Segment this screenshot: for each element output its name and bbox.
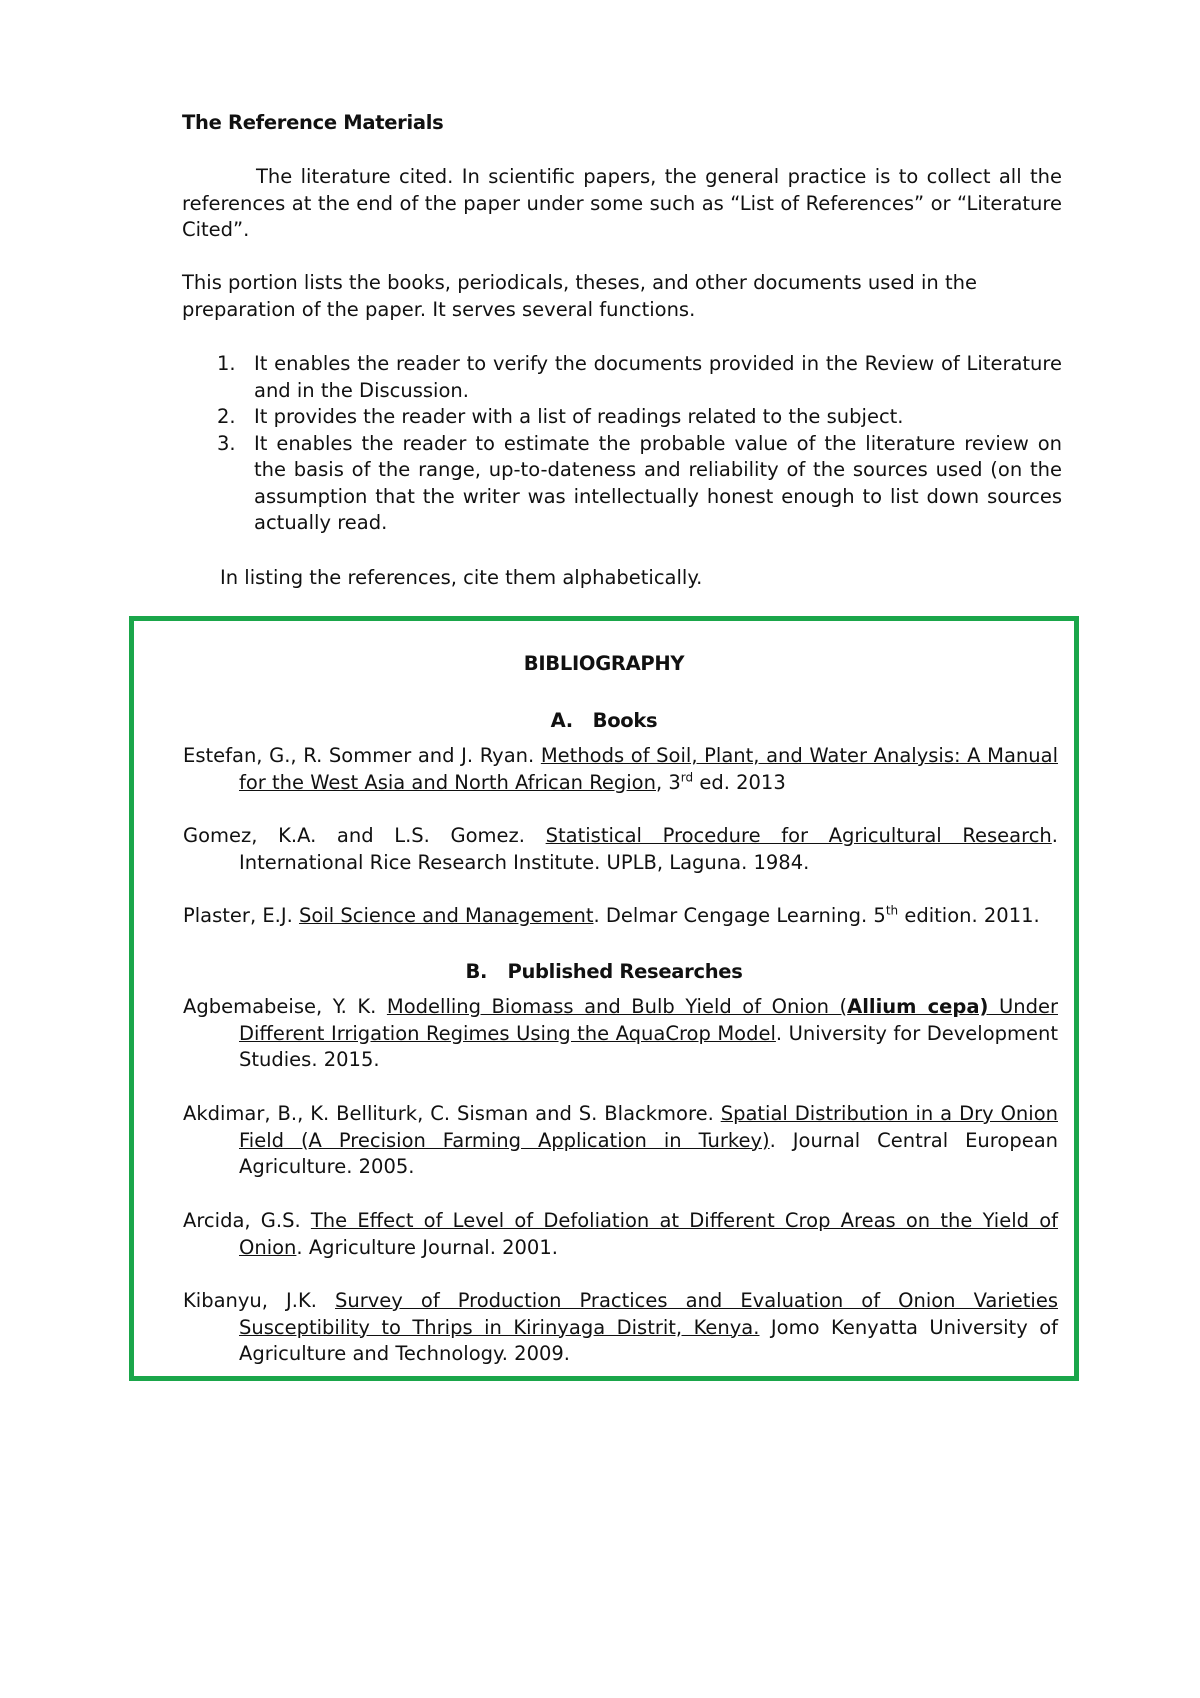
entry-title: Survey of Production Practices and Evaluation of Onion Varieties Susceptibility to Thrips in Kirinyaga Distrit, Kenya. [239, 1289, 1058, 1339]
bibliography-entry [183, 1208, 1058, 1261]
entry-title-rest: Under Different Irrigation Regimes Using the AquaCrop Model [239, 995, 1058, 1045]
list-text: It provides the reader with a list of readings related to the subject. [254, 405, 904, 428]
entry-publication: . Delmar Cengage Learning. 5 [593, 904, 886, 927]
bibliography-title: BIBLIOGRAPHY [523, 652, 685, 675]
bibliography-entry [183, 1288, 1058, 1368]
list-item [182, 404, 1062, 431]
list-number: 1. [217, 352, 236, 375]
entry-author: Agbemabeise, Y. K. [183, 995, 387, 1018]
functions-paragraph: This portion lists the books, periodicals, theses, and other documents used in the preparation of the paper. It serves several functions. [182, 271, 977, 321]
list-text: It enables the reader to estimate the probable value of the literature review on the basis of the range, up-to-dateness and reliability of the sources used (on the assumption that the writer was intellectually honest enough to list down sources actually read. [254, 431, 1062, 534]
bibliography-box [129, 616, 1079, 1381]
researches-heading [134, 959, 1074, 986]
functions-list [182, 351, 1062, 537]
section-name: Published Researches [507, 960, 743, 983]
entry-title: Modelling Biomass and Bulb Yield of Onion ( [386, 995, 848, 1018]
bibliography-entry [183, 994, 1058, 1074]
section-letter: B. [465, 960, 488, 983]
list-number: 3. [217, 431, 236, 455]
bibliography-entry [183, 823, 1058, 876]
entry-title: Spatial Distribution in a Dry Onion Field (A Precision Farming Application in Turkey) [239, 1102, 1058, 1152]
entry-publication: Jomo Kenyatta University of Agriculture and Technology. 2009. [239, 1315, 1059, 1365]
entry-title-species: Allium cepa) [847, 995, 989, 1018]
alphabetical-note: In listing the references, cite them alphabetically. [220, 566, 703, 589]
entry-title: Soil Science and Management [299, 904, 594, 927]
list-item [182, 351, 1062, 404]
intro-paragraph: The literature cited. In scientific papers, the general practice is to collect all the references at the end of the paper under some such as “List of References” or “Literature Cited”. [182, 165, 1062, 241]
entry-title: Statistical Procedure for Agricultural Research [545, 824, 1052, 847]
list-item [182, 431, 1062, 537]
entry-publication: , 3 [655, 770, 681, 794]
entry-author: Estefan, G., R. Sommer and J. Ryan. [183, 744, 541, 767]
list-text: It enables the reader to verify the documents provided in the Review of Literature and in the Discussion. [254, 352, 1062, 402]
entry-author: Arcida, G.S. [183, 1209, 311, 1232]
entry-publication: . Journal Central European Agriculture. 2005. [239, 1128, 1058, 1178]
entry-author: Kibanyu, J.K. [183, 1289, 336, 1312]
entry-author: Gomez, K.A. and L.S. Gomez. [183, 824, 546, 847]
section-heading: The Reference Materials [182, 111, 444, 134]
entry-title: The Effect of Level of Defoliation at Different Crop Areas on the Yield of Onion [239, 1209, 1058, 1259]
entry-publication-tail: ed. 2013 [693, 770, 786, 794]
entry-superscript: rd [680, 770, 694, 784]
bibliography-entry [183, 903, 1058, 930]
entry-publication: . University for Development Studies. 2015. [239, 1021, 1059, 1071]
list-number: 2. [217, 405, 236, 428]
entry-superscript: th [885, 903, 899, 918]
entry-author: Akdimar, B., K. Belliturk, C. Sisman and S. Blackmore. [183, 1102, 721, 1125]
entry-author: Plaster, E.J. [183, 904, 300, 927]
section-letter: A. [550, 709, 573, 732]
entry-publication: . Agriculture Journal. 2001. [296, 1235, 558, 1259]
bibliography-entry [183, 1101, 1058, 1181]
entry-publication: . International Rice Research Institute. UPLB, Laguna. 1984. [239, 824, 1058, 874]
bibliography-entry [183, 743, 1058, 796]
books-heading [134, 708, 1074, 735]
section-name: Books [592, 709, 658, 732]
entry-publication-tail: edition. 2011. [898, 904, 1040, 927]
entry-title: Methods of Soil, Plant, and Water Analysis: A Manual for the West Asia and North African Region [239, 744, 1058, 794]
